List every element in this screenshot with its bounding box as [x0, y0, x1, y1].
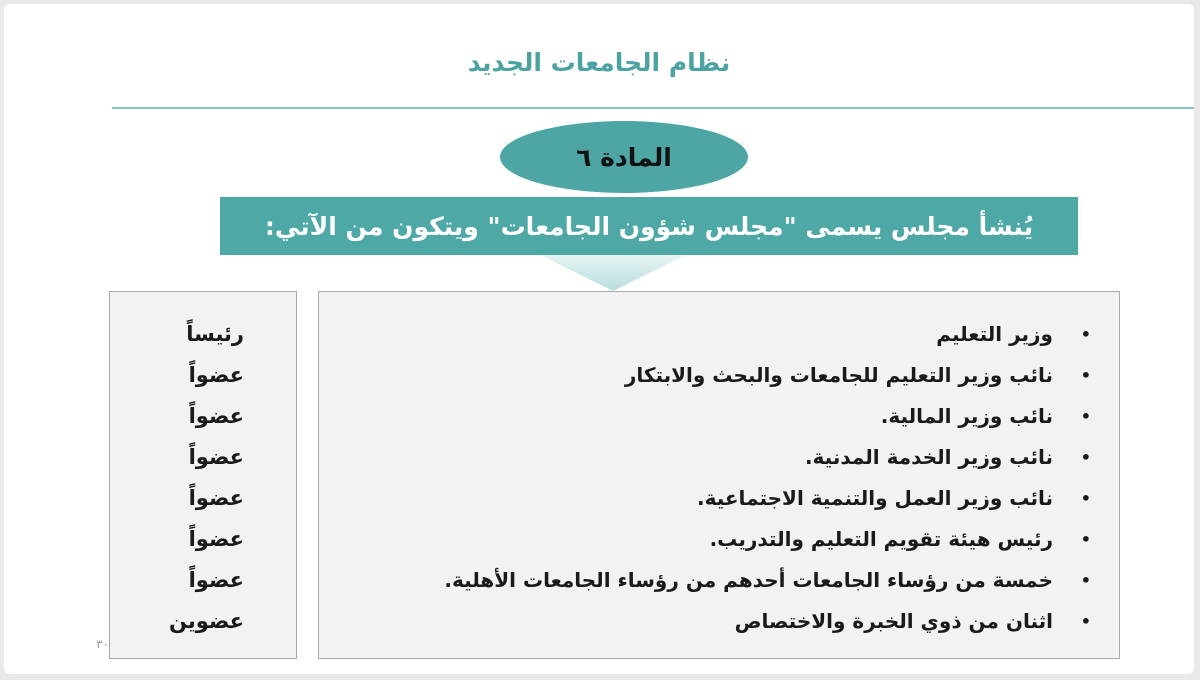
role-item: عضوين [169, 609, 244, 633]
title-divider [112, 107, 1194, 109]
roles-list [169, 314, 244, 642]
role-item: عضواً [188, 486, 244, 510]
article-badge [500, 121, 748, 193]
bullet-icon: • [1080, 489, 1091, 508]
member-label: اثنان من ذوي الخبرة والاختصاص [734, 609, 1053, 633]
members-box [318, 291, 1120, 659]
slide-title: نظام الجامعات الجديد [467, 48, 731, 77]
member-item [444, 601, 1095, 642]
member-item [444, 396, 1095, 437]
roles-box [109, 291, 297, 659]
role-item: عضواً [188, 404, 244, 428]
bullet-icon: • [1080, 571, 1091, 590]
down-arrow-icon [540, 255, 686, 291]
member-label: نائب وزير التعليم للجامعات والبحث والابتكار [624, 363, 1053, 387]
member-item [444, 560, 1095, 601]
bullet-icon: • [1080, 448, 1091, 467]
role-item: عضواً [188, 445, 244, 469]
role-item: رئيساً [186, 322, 244, 346]
bullet-icon: • [1080, 366, 1091, 385]
role-item: عضواً [188, 527, 244, 551]
role-item: عضواً [188, 363, 244, 387]
banner-text: يُنشأ مجلس يسمى "مجلس شؤون الجامعات" ويتكون من الآتي: [264, 211, 1034, 241]
members-list [444, 314, 1095, 642]
member-label: رئيس هيئة تقويم التعليم والتدريب. [709, 527, 1053, 551]
bullet-icon: • [1080, 407, 1091, 426]
role-item: عضواً [188, 568, 244, 592]
member-item [444, 519, 1095, 560]
member-item [444, 355, 1095, 396]
member-item [444, 437, 1095, 478]
member-label: نائب وزير المالية. [880, 404, 1053, 428]
member-item [444, 314, 1095, 355]
member-label: وزير التعليم [936, 322, 1053, 346]
bullet-icon: • [1080, 612, 1091, 631]
member-item [444, 478, 1095, 519]
page-number: ٣٠ [96, 637, 109, 651]
council-banner [220, 197, 1078, 255]
member-label: خمسة من رؤساء الجامعات أحدهم من رؤساء الجامعات الأهلية. [444, 568, 1053, 592]
bullet-icon: • [1080, 530, 1091, 549]
member-label: نائب وزير الخدمة المدنية. [804, 445, 1053, 469]
slide [4, 4, 1194, 674]
member-label: نائب وزير العمل والتنمية الاجتماعية. [697, 486, 1053, 510]
bullet-icon: • [1080, 325, 1091, 344]
article-label: المادة ٦ [576, 142, 672, 172]
